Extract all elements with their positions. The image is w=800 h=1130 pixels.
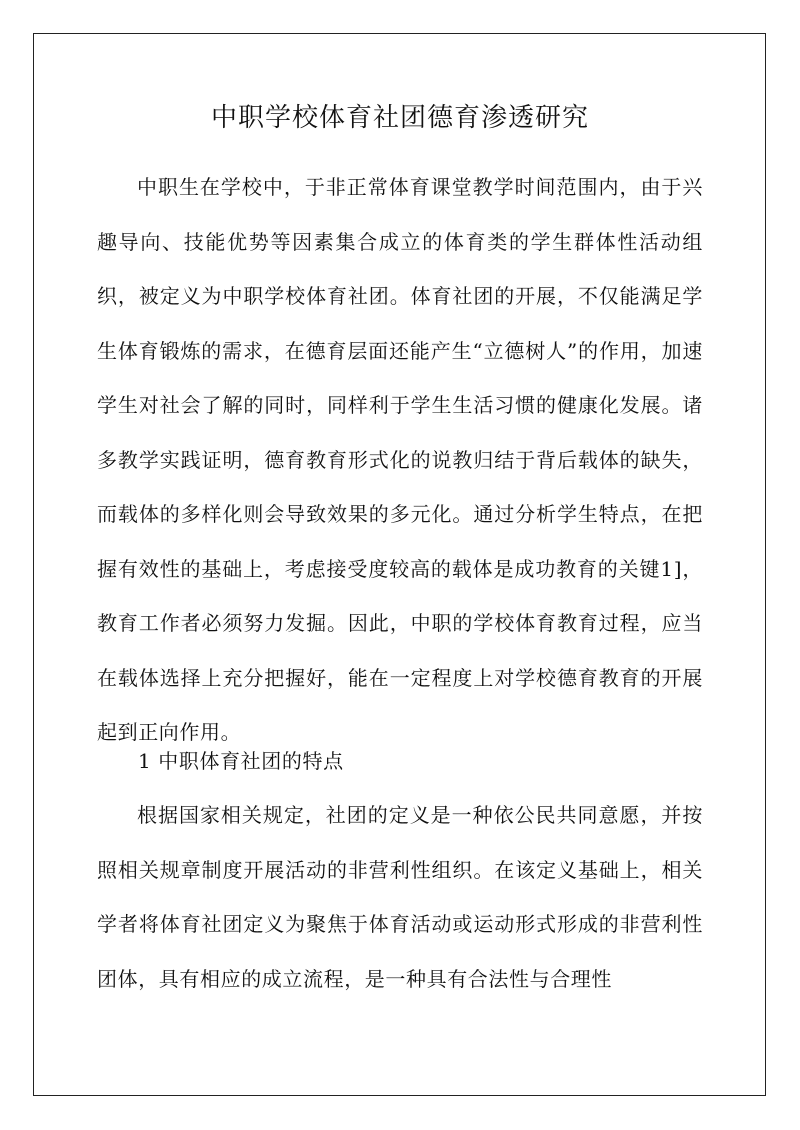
intro-paragraph: 中职生在学校中，于非正常体育课堂教学时间范围内，由于兴趣导向、技能优势等因素集合成立的体育类的学生群体性活动组织，被定义为中职学校体育社团。体育社团的开展，不仅能满足学生体育锻炼的需求，在德育层面还能产生“立德树人”的作用，加速学生对社会了解的同时，同样利于学生生活习惯的健康化发展。诸多教学实践证明，德育教育形式化的说教归结于背后载体的缺失，而载体的多样化则会导致效果的多元化。通过分析学生特点，在把握有效性的基础上，考虑接受度较高的载体是成功教育的关键1]，教育工作者必须努力发掘。因此，中职的学校体育教育过程，应当在载体选择上充分把握好，能在一定程度上对学校德育教育的开展起到正向作用。 [97,175,703,744]
section-heading: 1 中职体育社团的特点 [138,749,344,773]
document-title: 中职学校体育社团德育渗透研究 [210,103,589,133]
section-paragraph: 根据国家相关规定，社团的定义是一种依公民共同意愿，并按照相关规章制度开展活动的非营利性组织。在该定义基础上，相关学者将体育社团定义为聚焦于体育活动或运动形式形成的非营利性团体，具有相应的成立流程，是一种具有合法性与合理性 [97,803,703,991]
